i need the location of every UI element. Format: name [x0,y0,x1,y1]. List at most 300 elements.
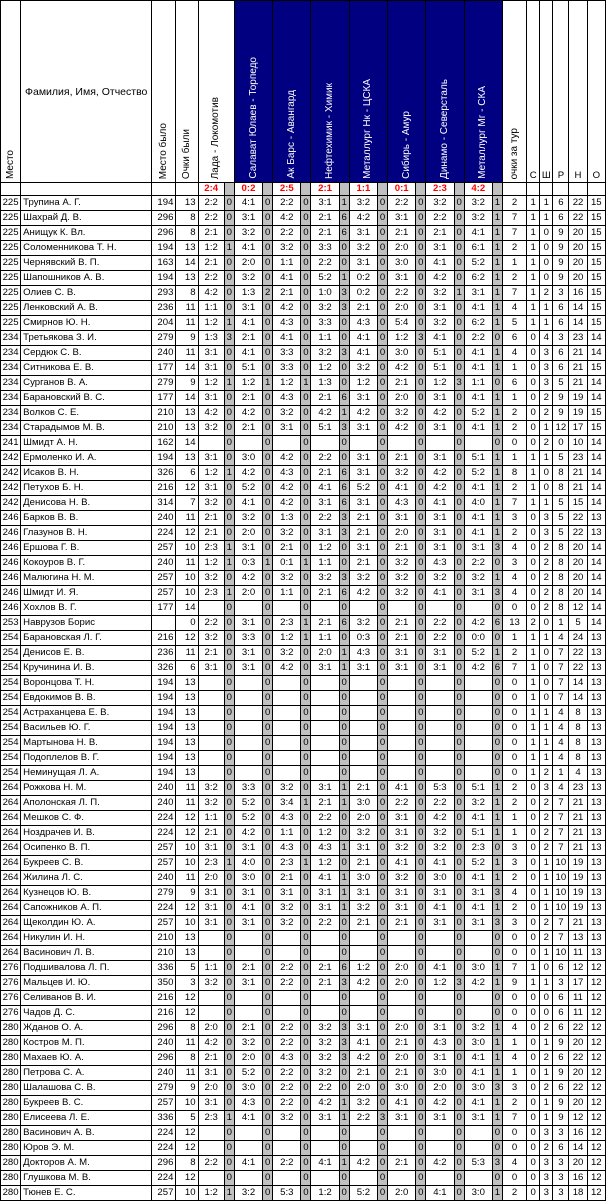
forecast-cell [388,1171,416,1186]
forecast-points-cell: 1 [492,211,502,226]
name-cell: Ермоленко И. А. [21,451,152,466]
forecast-cell: 2:1 [311,226,339,241]
forecast-cell: 4:3 [311,841,339,856]
forecast-cell: 4:1 [464,1066,492,1081]
stat-cell: 13 [587,796,605,811]
forecast-cell: 3:1 [464,1111,492,1126]
forecast-points-cell: 0 [263,346,273,361]
forecast-cell: 4:2 [388,421,416,436]
forecast-points-cell: 0 [377,886,387,901]
header-place-was: Место было [152,1,176,183]
stat-cell: 2 [540,811,553,826]
place-was-cell: 194 [152,271,176,286]
stat-cell: 0 [540,661,553,676]
forecast-cell: 5:1 [311,421,339,436]
forecast-points-cell: 3 [339,301,349,316]
forecast-points-cell: 0 [454,556,464,571]
forecast-cell: 2:2 [198,196,224,211]
forecast-points-cell: 0 [377,901,387,916]
forecast-cell: 3:2 [426,196,454,211]
forecast-points-cell: 1 [339,796,349,811]
table-row [1,316,606,331]
forecast-points-cell: 0 [263,601,273,616]
forecast-points-cell: 0 [377,916,387,931]
forecast-points-cell: 0 [377,391,387,406]
forecast-cell: 3:2 [349,196,377,211]
place-was-cell: 279 [152,376,176,391]
forecast-cell: 5:3 [273,1186,301,1201]
forecast-cell: 4:1 [464,811,492,826]
forecast-points-cell: 0 [416,451,426,466]
forecast-cell: 3:1 [349,256,377,271]
forecast-points-cell: 0 [263,496,273,511]
stat-cell: 7 [553,811,569,826]
points-were-cell: 14 [176,436,198,451]
stat-cell: 15 [587,196,605,211]
tour-points-cell: 0 [502,991,526,1006]
forecast-points-cell: 0 [416,541,426,556]
forecast-cell [464,1171,492,1186]
forecast-points-cell: 1 [224,556,234,571]
forecast-cell: 3:2 [273,571,301,586]
forecast-points-cell: 0 [416,1036,426,1051]
forecast-cell: 4:2 [311,406,339,421]
place-cell: 280 [1,1066,21,1081]
name-cell: Подшивалова Л. П. [21,961,152,976]
stat-cell: 6 [553,1021,569,1036]
forecast-points-cell: 0 [263,511,273,526]
stat-cell: 9 [553,1111,569,1126]
forecast-cell: 3:1 [464,286,492,301]
table-row [1,691,606,706]
forecast-points-cell: 0 [377,526,387,541]
forecast-cell: 2:2 [273,1036,301,1051]
forecast-points-cell: 0 [454,586,464,601]
stat-cell: 2 [540,796,553,811]
forecast-points-cell: 1 [492,466,502,481]
forecast-cell: 3:2 [349,616,377,631]
name-cell: Жилина Л. С. [21,871,152,886]
forecast-cell: 4:2 [349,1051,377,1066]
stat-cell: 13 [587,871,605,886]
points-were-cell: 11 [176,646,198,661]
forecast-points-cell: 1 [224,1111,234,1126]
place-was-cell: 240 [152,346,176,361]
place-cell: 234 [1,331,21,346]
forecast-points-cell: 1 [224,466,234,481]
forecast-cell: 2:2 [273,196,301,211]
forecast-cell: 3:1 [349,496,377,511]
forecast-points-cell: 0 [454,616,464,631]
forecast-points-cell: 0 [416,316,426,331]
stat-cell: 12 [587,1141,605,1156]
forecast-cell [234,991,262,1006]
forecast-points-cell: 1 [339,271,349,286]
forecast-cell: 3:2 [349,361,377,376]
stat-cell: 12 [569,601,587,616]
forecast-points-cell: 1 [492,241,502,256]
stat-cell: 1 [527,496,540,511]
stat-cell: 16 [569,1126,587,1141]
forecast-cell: 3:1 [426,1111,454,1126]
forecast-cell: 3:1 [388,826,416,841]
stat-cell: 14 [587,331,605,346]
stat-cell: 7 [553,691,569,706]
place-was-cell: 326 [152,466,176,481]
name-cell: Шмидт А. Н. [21,436,152,451]
points-were-cell: 12 [176,811,198,826]
forecast-cell [234,721,262,736]
table-row [1,1126,606,1141]
points-were-cell: 13 [176,721,198,736]
forecast-points-cell: 0 [377,571,387,586]
stat-cell: 10 [553,901,569,916]
points-were-cell: 11 [176,301,198,316]
forecast-points-cell: 0 [377,451,387,466]
stat-cell: 19 [569,886,587,901]
stat-cell: 5 [553,511,569,526]
forecast-cell [349,766,377,781]
forecast-points-cell: 0 [263,766,273,781]
forecast-points-cell: 0 [224,721,234,736]
stat-cell: 13 [587,736,605,751]
tour-points-cell: 7 [502,496,526,511]
forecast-cell [234,751,262,766]
game-result: 2:3 [426,183,454,196]
forecast-cell [388,766,416,781]
forecast-points-cell: 1 [492,571,502,586]
name-cell: Соломенникова Т. Н. [21,241,152,256]
forecast-points-cell: 0 [301,961,311,976]
forecast-cell: 2:2 [273,976,301,991]
stat-cell: 7 [553,826,569,841]
stat-cell: 1 [527,631,540,646]
points-were-cell: 11 [176,796,198,811]
stat-cell: 0 [540,616,553,631]
stat-cell: 0 [540,961,553,976]
place-cell: 264 [1,886,21,901]
forecast-points-cell: 0 [263,1126,273,1141]
forecast-cell [198,706,224,721]
stat-cell: 1 [540,1111,553,1126]
forecast-points-cell: 1 [492,226,502,241]
forecast-points-cell: 0 [224,256,234,271]
stat-cell: 1 [527,196,540,211]
forecast-points-cell: 0 [339,256,349,271]
stat-cell: 19 [569,871,587,886]
stat-cell: 1 [527,736,540,751]
table-row [1,1141,606,1156]
points-were-cell: 8 [176,1051,198,1066]
stat-cell: 3 [540,781,553,796]
forecast-points-cell: 0 [416,961,426,976]
stat-cell: 13 [587,676,605,691]
forecast-cell [388,931,416,946]
stat-cell: 0 [527,436,540,451]
place-cell: 254 [1,646,21,661]
forecast-points-cell: 0 [377,511,387,526]
forecast-cell [349,1006,377,1021]
forecast-cell: 3:1 [198,1096,224,1111]
forecast-points-cell: 2 [263,286,273,301]
forecast-points-cell: 3 [492,886,502,901]
forecast-points-cell: 0 [416,886,426,901]
forecast-points-cell: 0 [224,226,234,241]
forecast-points-cell: 0 [263,1036,273,1051]
stat-cell: 12 [587,1126,605,1141]
forecast-cell [273,676,301,691]
forecast-points-cell: 0 [301,1036,311,1051]
forecast-points-cell: 0 [224,676,234,691]
stat-cell: 4 [553,721,569,736]
forecast-cell: 3:2 [234,226,262,241]
stat-cell: 0 [540,256,553,271]
forecast-points-cell: 0 [416,256,426,271]
forecast-cell: 3:1 [198,391,224,406]
points-were-cell: 7 [176,496,198,511]
place-cell: 234 [1,406,21,421]
forecast-cell: 4:2 [464,976,492,991]
tour-points-cell: 0 [502,736,526,751]
table-row [1,706,606,721]
forecast-cell: 2:1 [388,916,416,931]
forecast-points-cell: 0 [224,286,234,301]
forecast-cell: 3:0 [426,1066,454,1081]
place-was-cell: 177 [152,601,176,616]
forecast-points-cell: 0 [454,931,464,946]
forecast-cell [198,946,224,961]
forecast-points-cell: 1 [492,196,502,211]
forecast-cell: 5:2 [464,256,492,271]
place-cell: 242 [1,466,21,481]
forecast-points-cell: 0 [377,286,387,301]
place-was-cell: 240 [152,1066,176,1081]
forecast-cell: 4:1 [234,901,262,916]
forecast-cell: 0:2 [349,271,377,286]
forecast-points-cell: 0 [263,1111,273,1126]
forecast-cell [273,1006,301,1021]
forecast-points-cell: 0 [377,781,387,796]
stat-cell: 1 [527,256,540,271]
forecast-cell: 4:2 [311,1096,339,1111]
forecast-points-cell: 0 [224,1156,234,1171]
forecast-cell [198,601,224,616]
stat-cell: 13 [587,886,605,901]
forecast-points-cell: 0 [377,226,387,241]
stat-cell: 15 [587,271,605,286]
table-row [1,901,606,916]
forecast-points-cell: 0 [416,706,426,721]
place-was-cell: 194 [152,196,176,211]
forecast-cell: 3:2 [388,571,416,586]
forecast-cell: 3:2 [198,571,224,586]
forecast-points-cell: 0 [339,676,349,691]
forecast-points-cell: 1 [301,631,311,646]
stat-cell: 20 [569,241,587,256]
name-cell: Кручинина И. В. [21,661,152,676]
forecast-points-cell: 0 [339,436,349,451]
forecast-cell: 2:1 [388,1066,416,1081]
tour-points-cell: 3 [502,556,526,571]
stat-cell: 1 [540,196,553,211]
place-cell: 225 [1,301,21,316]
place-was-cell: 296 [152,211,176,226]
points-were-cell: 13 [176,931,198,946]
forecast-points-cell: 0 [416,226,426,241]
forecast-points-cell: 1 [224,316,234,331]
table-row [1,241,606,256]
stat-cell: 0 [527,526,540,541]
table-row [1,1051,606,1066]
forecast-cell: 1:2 [349,961,377,976]
forecast-points-cell: 0 [454,631,464,646]
points-were-cell: 9 [176,376,198,391]
stat-cell: 1 [540,1096,553,1111]
tour-points-cell: 2 [502,271,526,286]
forecast-points-cell: 0 [454,1141,464,1156]
stat-cell: 1 [540,856,553,871]
table-row [1,1156,606,1171]
stat-cell: 13 [587,841,605,856]
stat-cell: 14 [587,466,605,481]
place-cell: 254 [1,766,21,781]
forecast-points-cell: 0 [454,1156,464,1171]
forecast-cell: 1:2 [198,376,224,391]
forecast-cell: 3:0 [426,871,454,886]
forecast-points-cell: 1 [492,271,502,286]
place-was-cell: 240 [152,781,176,796]
stat-cell: 12 [587,1156,605,1171]
forecast-points-cell: 3 [339,1051,349,1066]
forecast-cell: 1:2 [234,376,262,391]
forecast-cell: 5:2 [234,1066,262,1081]
stat-cell: 0 [540,691,553,706]
points-were-cell: 13 [176,421,198,436]
stat-cell: 6 [553,1006,569,1021]
stat-cell: 10 [553,886,569,901]
forecast-cell: 2:2 [273,1096,301,1111]
points-were-cell: 10 [176,841,198,856]
points-were-cell: 11 [176,871,198,886]
forecast-cell [311,766,339,781]
forecast-points-cell: 3 [224,331,234,346]
forecast-cell: 1:1 [198,811,224,826]
forecast-cell: 2:2 [311,256,339,271]
forecast-points-cell: 1 [492,1051,502,1066]
stat-cell: 1 [540,706,553,721]
stat-cell: 0 [527,946,540,961]
stat-cell: 0 [527,541,540,556]
forecast-cell: 4:2 [464,661,492,676]
forecast-cell [198,1006,224,1021]
stat-cell: 22 [569,1081,587,1096]
stat-cell: 8 [569,706,587,721]
name-cell: Евдокимов В. В. [21,691,152,706]
forecast-cell: 4:3 [349,316,377,331]
forecast-points-cell: 0 [301,271,311,286]
forecast-points-cell: 0 [224,1171,234,1186]
stat-cell: 7 [553,931,569,946]
forecast-cell [426,766,454,781]
forecast-points-cell: 0 [301,991,311,1006]
forecast-cell: 2:3 [273,856,301,871]
forecast-cell: 3:1 [464,916,492,931]
points-were-cell: 13 [176,196,198,211]
forecast-points-cell: 0 [416,1006,426,1021]
forecast-points-cell: 0 [263,1006,273,1021]
forecast-cell [198,1171,224,1186]
tour-points-cell: 4 [502,1021,526,1036]
forecast-cell: 4:1 [311,481,339,496]
stat-cell: 0 [527,1051,540,1066]
forecast-cell: 4:2 [234,826,262,841]
forecast-points-cell: 0 [301,901,311,916]
forecast-cell: 3:1 [198,451,224,466]
forecast-cell: 2:1 [273,541,301,556]
forecast-cell: 2:0 [388,241,416,256]
stat-cell: 8 [569,721,587,736]
stat-cell: 12 [587,1186,605,1201]
forecast-points-cell: 0 [377,331,387,346]
forecast-points-cell: 1 [492,796,502,811]
forecast-points-cell: 0 [301,241,311,256]
forecast-points-cell: 0 [492,1126,502,1141]
forecast-points-cell: 0 [263,856,273,871]
forecast-cell: 3:1 [388,646,416,661]
place-cell: 264 [1,871,21,886]
forecast-points-cell: 0 [263,1066,273,1081]
forecast-points-cell: 0 [492,331,502,346]
stat-cell: 2 [527,616,540,631]
forecast-cell: 3:2 [273,781,301,796]
table-row [1,766,606,781]
forecast-cell [388,706,416,721]
forecast-points-cell: 0 [224,196,234,211]
stat-cell: 7 [553,676,569,691]
table-row [1,976,606,991]
forecast-cell [388,1141,416,1156]
forecast-points-cell: 0 [454,196,464,211]
forecast-cell: 3:1 [234,646,262,661]
forecast-cell: 3:0 [349,796,377,811]
place-was-cell: 240 [152,511,176,526]
place-cell: 280 [1,1111,21,1126]
forecast-points-cell: 0 [492,736,502,751]
stat-cell: 10 [553,856,569,871]
forecast-cell [426,991,454,1006]
place-cell: 280 [1,1051,21,1066]
forecast-cell: 5:1 [464,781,492,796]
stat-cell: 0 [527,1021,540,1036]
points-were-cell: 12 [176,901,198,916]
place-was-cell: 224 [152,901,176,916]
forecast-cell: 3:2 [311,346,339,361]
stat-cell: 0 [540,466,553,481]
place-cell: 246 [1,586,21,601]
tour-points-cell: 2 [502,241,526,256]
forecast-cell: 5:2 [464,646,492,661]
forecast-cell: 4:2 [426,1096,454,1111]
forecast-points-cell: 0 [492,751,502,766]
points-were-cell: 8 [176,211,198,226]
stat-cell: 14 [587,451,605,466]
forecast-points-cell: 0 [339,1081,349,1096]
name-cell: Барановская Л. Г. [21,631,152,646]
stat-cell: 6 [553,991,569,1006]
forecast-points-cell: 0 [377,556,387,571]
place-was-cell: 236 [152,301,176,316]
forecast-points-cell: 1 [492,286,502,301]
